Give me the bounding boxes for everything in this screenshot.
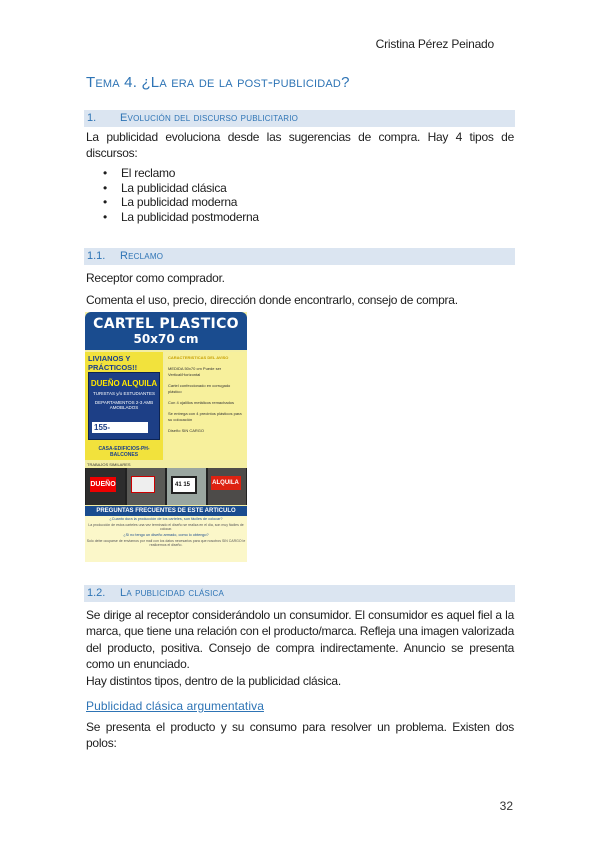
faq-question: ¿Si no tengo un diseño armado, como lo obtengo? <box>123 533 209 538</box>
section-heading-1-2 <box>84 585 515 602</box>
page-number: 32 <box>499 799 513 813</box>
ad-faq-panel <box>85 506 247 562</box>
section-heading-1 <box>84 110 515 127</box>
thumbnail <box>127 468 166 505</box>
thumb-sign <box>131 476 155 493</box>
features-heading: CARACTERISTICAS DEL AVISO <box>168 355 229 360</box>
faq-answer: La producción de estos carteles una vez terminado el diseño se realiza en el día, son muy fáciles de colocar. <box>88 522 244 532</box>
feature-item: Cartel confeccionado en corrugado plástico <box>168 383 231 394</box>
thumbs-label: TRABAJOS SIMILARES <box>87 462 131 467</box>
feature-item: Con 4 ojalillos metálicos remachados <box>168 400 235 405</box>
list-item: • El reclamo <box>103 166 259 181</box>
thumbnail <box>208 468 247 505</box>
ad-features-panel <box>165 352 247 460</box>
section11-paragraph-1: Receptor como comprador. <box>86 271 225 285</box>
similar-work-thumbnails <box>85 468 247 505</box>
thumb-sign: DUEÑO <box>90 477 116 492</box>
ad-sample-panel <box>85 352 163 460</box>
thumb-sign: 41 15 <box>171 476 197 494</box>
section-heading-1-1 <box>84 248 515 265</box>
section-title: Evolución del discurso publicitario <box>120 112 299 124</box>
section-title: La publicidad clásica <box>120 587 225 599</box>
sign-detail: DEPARTAMENTOS 2-3 AMB AMOBLADOS <box>94 400 154 410</box>
subheading-argumentative: Publicidad clásica argumentativa <box>86 699 264 713</box>
feature-item: Diseño SIN CARGO <box>168 428 205 433</box>
section-number: 1. <box>87 112 97 124</box>
section12-paragraph-3: Se presenta el producto y su consumo para resolver un problema. Existen dos polos: <box>86 720 514 751</box>
section-number: 1.1. <box>87 250 106 262</box>
section12-paragraph-2: Hay distintos tipos, dentro de la publicidad clásica. <box>86 674 341 688</box>
sign-subline: TURISTAS y/o ESTUDIANTES <box>93 391 155 396</box>
sign-phone: 155- <box>92 422 148 433</box>
ad-title-banner <box>85 312 247 350</box>
ad-title: CARTEL PLASTICO <box>93 316 239 332</box>
feature-item: Se entrega con 4 precintos plásticos para su colocación <box>168 411 242 422</box>
thumbnail <box>86 468 125 505</box>
section-number: 1.2. <box>87 587 106 599</box>
plastic-sign-ad-image <box>85 312 247 562</box>
ad-left-footer: CASA-EDIFICIOS-PH-BALCONES <box>98 446 150 458</box>
author-header: Cristina Pérez Peinado <box>375 37 494 51</box>
list-item: • La publicidad postmoderna <box>103 210 259 225</box>
section1-intro: La publicidad evoluciona desde las sugerencias de compra. Hay 4 tipos de discursos: <box>86 130 514 161</box>
ad-size: 50x70 cm <box>133 332 199 346</box>
thumbnail <box>167 468 206 505</box>
feature-item: MEDIDA 50x70 cm Puede ser Vertical/Horizontal <box>168 366 222 377</box>
section11-paragraph-2: Comenta el uso, precio, dirección donde encontrarlo, consejo de compra. <box>86 293 458 307</box>
ad-left-heading: LIVIANOS Y PRÁCTICOS!! <box>88 354 138 372</box>
discourse-types-list <box>103 166 259 224</box>
section12-paragraph-1: Se dirige al receptor considerándolo un consumidor. El consumidor es aquel fiel a la marca, que tiene una relación con el producto/marca. Refleja una imagen valorizada del producto, positiva. Consejo de compra indirectamente. Anuncio se presenta como un enunciado. <box>86 608 514 671</box>
list-item: • La publicidad moderna <box>103 195 259 210</box>
sign-headline: DUEÑO ALQUILA <box>90 379 158 388</box>
faq-title: PREGUNTAS FRECUENTES DE ESTE ARTICULO <box>85 506 247 516</box>
faq-question: ¿Cuanto dura la producción de los carteles, son fáciles de colocar? <box>109 517 223 521</box>
section-title: Reclamo <box>120 250 164 262</box>
faq-answer: Solo debe ocuparse de enviarnos por mail con los datos necesarios para que nosotros SIN CARGO le realicemos el diseño. <box>86 538 246 548</box>
sample-sign <box>88 372 160 440</box>
chapter-title: Tema 4. ¿La era de la post-publicidad? <box>86 74 350 91</box>
list-item: • La publicidad clásica <box>103 181 259 196</box>
thumb-sign: ALQUILA <box>211 476 241 490</box>
